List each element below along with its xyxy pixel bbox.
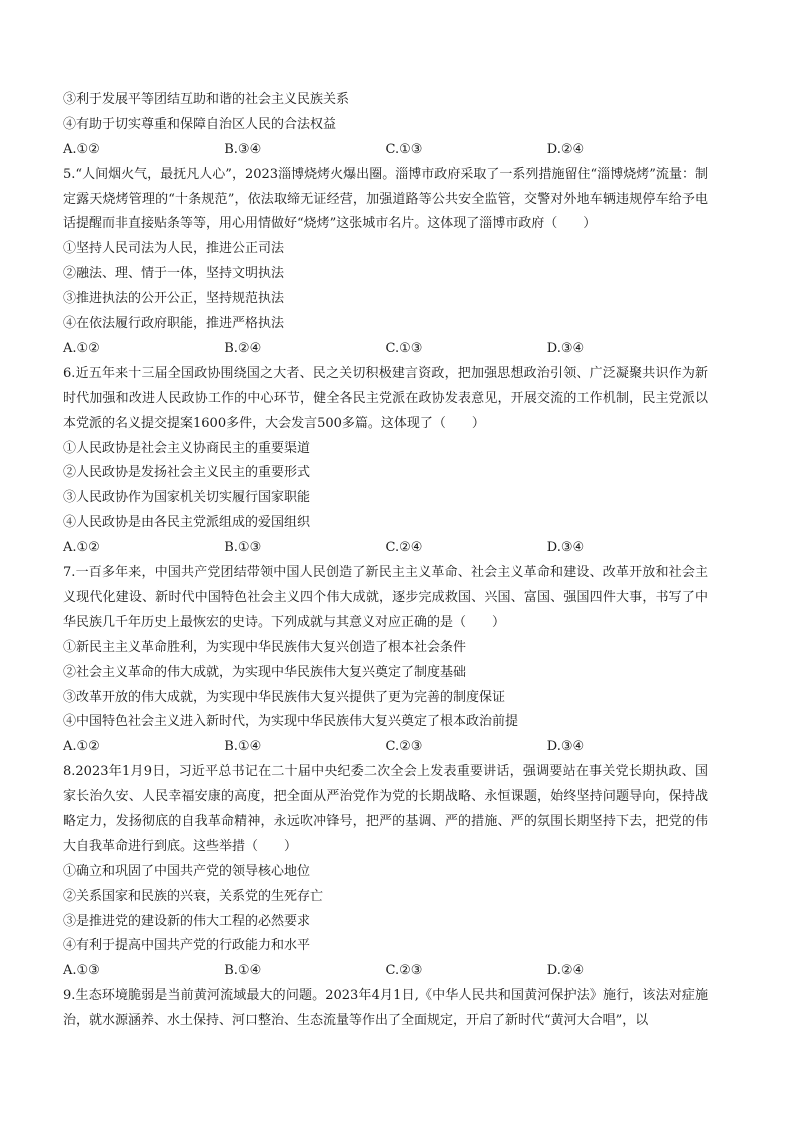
question-9	[63, 984, 708, 1034]
option-c: C.②③	[385, 739, 423, 755]
option-a: A.①②	[63, 540, 100, 556]
answer-options	[63, 138, 708, 163]
statement: ③推进执法的公开公正，坚持规范执法	[63, 291, 285, 307]
statement: ④中国特色社会主义进入新时代，为实现中华民族伟大复兴奠定了根本政治前提	[63, 714, 519, 730]
statement: ③利于发展平等团结互助和谐的社会主义民族关系	[63, 92, 350, 107]
question-4-tail	[63, 88, 708, 163]
option-d: D.②④	[546, 963, 585, 979]
statement: ②人民政协是发扬社会主义民主的重要形式	[63, 465, 311, 481]
statement: ②关系国家和民族的兴衰，关系党的生死存亡	[63, 888, 324, 904]
question-stem: 7.一百多年来，中国共产党团结带领中国人民创造了新民主主义革命、社会主义革命和建设、改革开放和社会主义现代化建设、新时代中国特色社会主义四个伟大成就，逐步完成救国、兴国、富国、强国四件大事，书写了中华民族几千年历史上最恢宏的史诗。下列成就与其意义对应正确的是（ ）	[63, 565, 708, 630]
statement: ①新民主主义革命胜利，为实现中华民族伟大复兴创造了根本社会条件	[63, 639, 467, 655]
statement: ②社会主义革命的伟大成就，为实现中华民族伟大复兴奠定了制度基础	[63, 664, 467, 680]
answer-options	[63, 735, 708, 760]
statement: ④在依法履行政府职能，推进严格执法	[63, 316, 285, 332]
option-a: A.①②	[63, 340, 100, 356]
statement: ④人民政协是由各民主党派组成的爱国组织	[63, 515, 311, 531]
option-d: D.②④	[546, 141, 585, 157]
question-5	[63, 163, 708, 362]
question-stem: 5.“人间烟火气，最抚凡人心”，2023淄博烧烤火爆出圈。淄博市政府采取了一系列措施留住“淄博烧烤”流量：制定露天烧烤管理的“十条规范”，依法取缔无证经营，加强道路等公共安全监管，交警对外地车辆违规停车给予电话提醒而非直接贴条等等，用心用情做好“烧烤”这张城市名片。这体现了淄博市政府（ ）	[63, 166, 708, 232]
statement: ④有利于提高中国共产党的行政能力和水平	[63, 938, 311, 954]
answer-options	[63, 337, 708, 362]
option-c: C.①③	[385, 141, 423, 157]
option-c: C.②③	[385, 963, 423, 979]
question-stem: 6.近五年来十三届全国政协围绕国之大者、民之关切积极建言资政，把加强思想政治引领、广泛凝聚共识作为新时代加强和改进人民政协工作的中心环节，健全各民主党派在政协发表意见，开展交流的工作机制，民主党派以本党派的名义提交提案1600多件，大会发言500多篇。这体现了（ ）	[63, 365, 708, 431]
option-a: A.①②	[63, 739, 100, 755]
statement: ①确立和巩固了中国共产党的领导核心地位	[63, 863, 311, 879]
statement: ④有助于切实尊重和保障自治区人民的合法权益	[63, 116, 337, 132]
statement: ①坚持人民司法为人民，推进公正司法	[63, 241, 285, 257]
option-b: B.①④	[224, 963, 262, 979]
option-b: B.②④	[224, 340, 262, 356]
option-b: B.①④	[224, 739, 262, 755]
option-a: A.①③	[63, 963, 100, 979]
statement: ①人民政协是社会主义协商民主的重要渠道	[63, 440, 311, 456]
option-b: B.①③	[224, 540, 262, 556]
question-stem: 9.生态环境脆弱是当前黄河流域最大的问题。2023年4月1日,《中华人民共和国黄河保护法》施行，该法对症施治，就水源涵养、水土保持、河口整治、生态流量等作出了全面规定，开启了新时代“黄河大合唱”，以	[63, 988, 708, 1029]
answer-options	[63, 959, 708, 984]
answer-options	[63, 536, 708, 561]
statement: ③人民政协作为国家机关切实履行国家职能	[63, 490, 311, 506]
option-d: D.③④	[546, 540, 585, 556]
option-b: B.③④	[224, 141, 262, 157]
option-a: A.①②	[63, 141, 100, 157]
question-8	[63, 760, 708, 984]
option-c: C.②④	[385, 540, 423, 556]
option-d: D.③④	[546, 739, 585, 755]
statement: ③是推进党的建设新的伟大工程的必然要求	[63, 913, 311, 929]
option-c: C.①③	[385, 340, 423, 356]
statement: ②融法、理、情于一体，坚持文明执法	[63, 266, 285, 282]
question-stem: 8.2023年1月9日，习近平总书记在二十届中央纪委二次全会上发表重要讲话，强调要站在事关党长期执政、国家长治久安、人民幸福安康的高度，把全面从严治党作为党的长期战略、永恒课题，始终坚持问题导向，保持战略定力，发扬彻底的自我革命精神，永远吹冲锋号，把严的基调、严的措施、严的氛围长期坚持下去，把党的伟大自我革命进行到底。这些举措（ ）	[63, 764, 708, 854]
question-6	[63, 362, 708, 561]
option-d: D.③④	[546, 340, 585, 356]
statement: ③改革开放的伟大成就，为实现中华民族伟大复兴提供了更为完善的制度保证	[63, 689, 506, 705]
question-7	[63, 561, 708, 760]
